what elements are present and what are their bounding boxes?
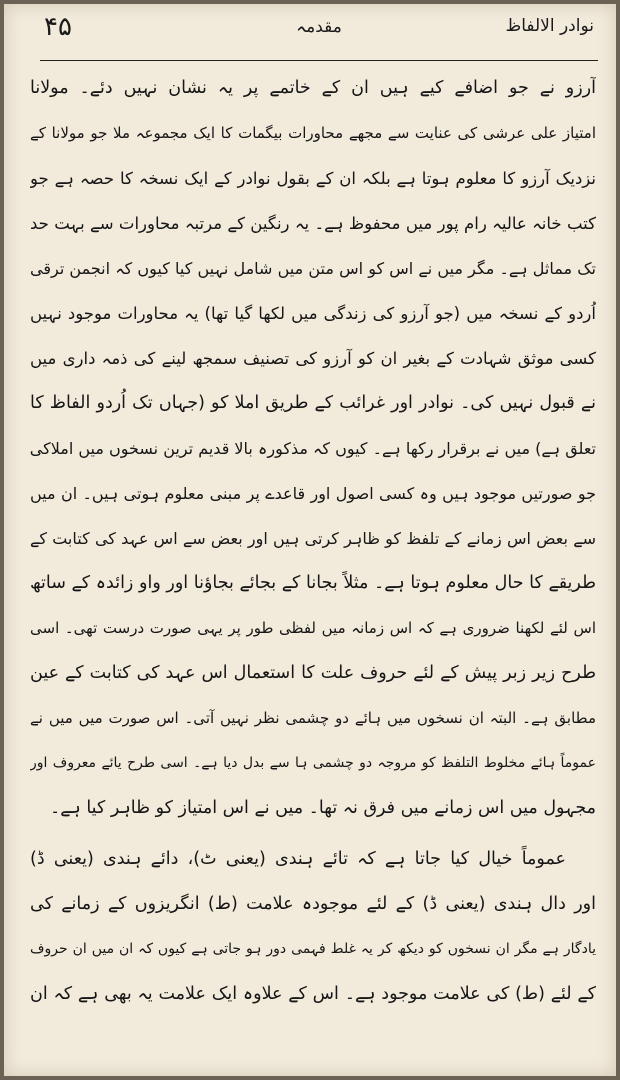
text-line: عموماً خیال کیا جاتا ہے کہ تائے ہندی (یعنی ٹ)، دائے ہندی (یعنی ڈ): [30, 849, 566, 869]
book-page: [4, 4, 616, 1076]
page-number: ۴۵: [44, 12, 72, 42]
text-line: مجہول میں اس زمانے میں فرق نہ تھا۔ میں نے اس امتیاز کو ظاہر کیا ہے۔: [50, 798, 596, 818]
text-line: اور دال ہندی (یعنی ڈ) کے لئے موجودہ علامت (ط) انگریزوں کے زمانے کی: [30, 894, 596, 914]
text-line: جو صورتیں موجود ہیں وہ کسی اصول اور قاعدے پر مبنی معلوم ہوتی ہیں۔ ان میں: [30, 484, 596, 503]
text-line: اس لئے لکھنا ضروری ہے کہ اس زمانہ میں لفظی طور پر یہی صورت درست تھی۔ اسی: [30, 619, 596, 637]
text-line: تک مماثل ہے۔ مگر میں نے اس کو اس متن میں شامل نہیں کیا کیوں کہ انجمن ترقی: [30, 259, 596, 278]
paragraph: [30, 837, 596, 1017]
text-line: اُردو کے نسخہ میں (جو آرزو کی زندگی میں لکھا گیا تھا) یہ محاورات موجود نہیں: [30, 304, 596, 323]
text-line: عموماً ہائے مخلوط التلفظ کو مروجہ دو چشمی ہا سے بدل دیا ہے۔ اسی طرح یائے معروف اور: [30, 755, 596, 771]
body-text: [30, 66, 596, 1017]
page-header: [44, 12, 594, 60]
text-line: طرح زیر زبر پیش کے لئے حروف علت کا استعمال اس عہد کی کتابت کے عین: [30, 663, 596, 683]
text-line: آرزو نے جو اضافے کیے ہیں ان کے خاتمے پر یہ نشان نہیں دئے۔ مولانا: [30, 78, 596, 98]
text-line: کے لئے (ط) کی علامت موجود ہے۔ اس کے علاوہ ایک علامت یہ بھی ہے کہ ان: [30, 984, 596, 1004]
text-line: مطابق ہے۔ البتہ ان نسخوں میں ہائے دو چشمی نظر نہیں آتی۔ اس صورت میں میں نے: [30, 709, 596, 727]
text-line: نے قبول نہیں کی۔ نوادر اور غرائب کے طریق املا کو (جہاں تک اُردو الفاظ کا: [30, 393, 596, 413]
running-book-title: نوادر الالفاظ: [505, 16, 594, 36]
text-line: تعلق ہے) میں نے برقرار رکھا ہے۔ کیوں کہ مذکورہ بالا قدیم ترین نسخوں میں املاکی: [30, 439, 596, 458]
text-line: طریقے کا حال معلوم ہوتا ہے۔ مثلاً بجانا کے بجائے بجاؤنا اور واو زائدہ کے ساتھ: [30, 573, 596, 593]
header-rule: [40, 60, 598, 61]
text-line: سے بعض اس زمانے کے تلفظ کو ظاہر کرتی ہیں اور بعض سے اس عہد کی کتابت کے: [30, 529, 596, 548]
text-line: نزدیک آرزو کا معلوم ہوتا ہے بلکہ ان کے بقول نوادر کے ایک نسخہ کا حصہ ہے جو: [30, 169, 596, 188]
text-line: کسی موثق شہادت کے بغیر ان کو آرزو کی تصنیف سمجھ لینے کی ذمہ داری میں: [30, 349, 596, 368]
running-section-title: مقدمہ: [296, 17, 342, 37]
text-line: کتب خانہ عالیہ رام پور میں محفوظ ہے۔ یہ رنگین کے مرتبہ محاورات سے بہت حد: [30, 214, 596, 233]
text-line: امتیاز علی عرشی کی عنایت سے مجھے محاورات بیگمات کا ایک مجموعہ ملا جو مولانا کے: [30, 124, 596, 142]
paragraph: [30, 66, 596, 831]
text-line: یادگار ہے مگر ان نسخوں کو دیکھ کر یہ غلط فہمی دور ہو جاتی ہے کیوں کہ ان میں ان حروف: [30, 941, 596, 957]
